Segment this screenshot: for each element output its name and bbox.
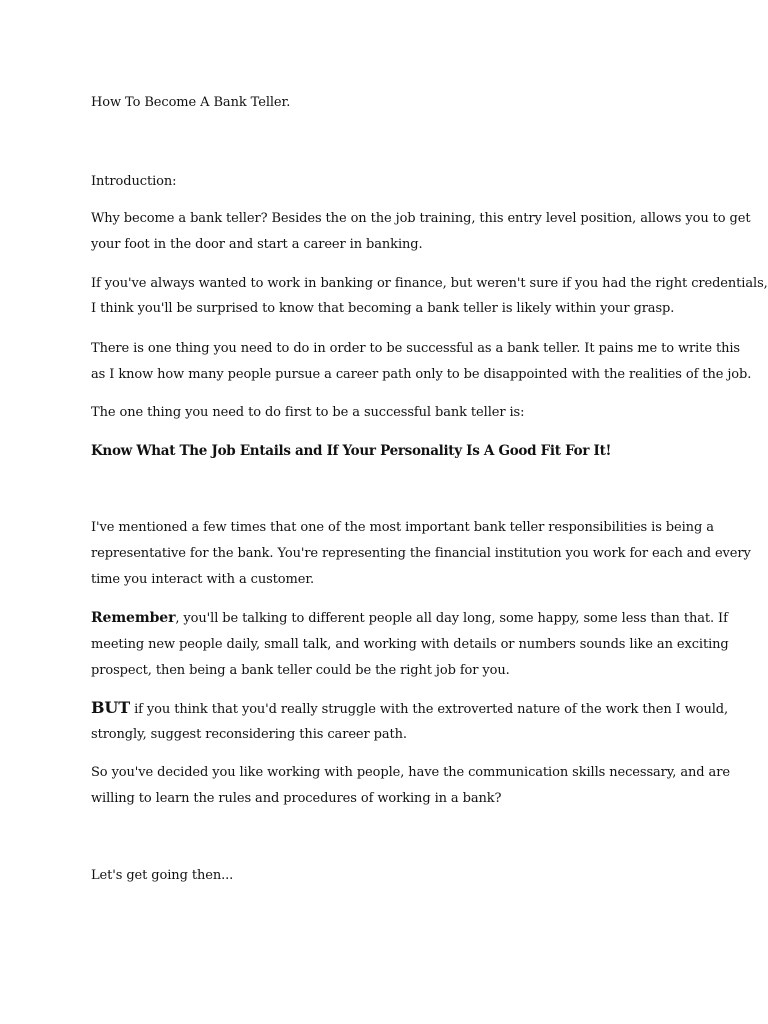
paragraph-6-line-1	[91, 610, 728, 627]
key-heading: Know What The Job Entails and If Your Personality Is A Good Fit For It!	[91, 443, 612, 459]
paragraph-1-line-1: Why become a bank teller? Besides the on the job training, this entry level position, allows you to get	[91, 211, 751, 226]
paragraph-6-line-1-rest: , you'll be talking to different people all day long, some happy, some less than that. If	[175, 611, 728, 626]
paragraph-8-line-1: So you've decided you like working with people, have the communication skills necessary, and are	[91, 765, 730, 780]
document-title: How To Become A Bank Teller.	[91, 95, 291, 110]
paragraph-1-line-2: your foot in the door and start a career in banking.	[91, 237, 423, 252]
paragraph-5-line-1: I've mentioned a few times that one of the most important bank teller responsibilities is being a	[91, 520, 714, 535]
closing-line: Let's get going then...	[91, 868, 234, 883]
remember-emphasis: Remember	[91, 610, 176, 626]
paragraph-5-line-2: representative for the bank. You're representing the financial institution you work for each and every	[91, 546, 751, 561]
paragraph-3-line-2: as I know how many people pursue a career path only to be disappointed with the realities of the job.	[91, 367, 752, 382]
paragraph-5-line-3: time you interact with a customer.	[91, 572, 315, 587]
paragraph-6-line-3: prospect, then being a bank teller could be the right job for you.	[91, 663, 510, 678]
paragraph-2-line-1: If you've always wanted to work in banking or finance, but weren't sure if you had the right credentials,	[91, 276, 768, 291]
but-emphasis: BUT	[91, 698, 131, 717]
paragraph-2-line-2: I think you'll be surprised to know that becoming a bank teller is likely within your grasp.	[91, 301, 675, 316]
paragraph-7-line-2: strongly, suggest reconsidering this career path.	[91, 727, 407, 742]
paragraph-3-line-1: There is one thing you need to do in order to be successful as a bank teller. It pains me to write this	[91, 341, 740, 356]
paragraph-4: The one thing you need to do first to be a successful bank teller is:	[91, 405, 525, 420]
paragraph-7-line-1-rest: if you think that you'd really struggle with the extroverted nature of the work then I would,	[130, 702, 729, 717]
paragraph-6-line-2: meeting new people daily, small talk, and working with details or numbers sounds like an exciting	[91, 637, 729, 652]
paragraph-7-line-1	[91, 700, 728, 718]
intro-label: Introduction:	[91, 174, 177, 189]
paragraph-8-line-2: willing to learn the rules and procedures of working in a bank?	[91, 791, 502, 806]
